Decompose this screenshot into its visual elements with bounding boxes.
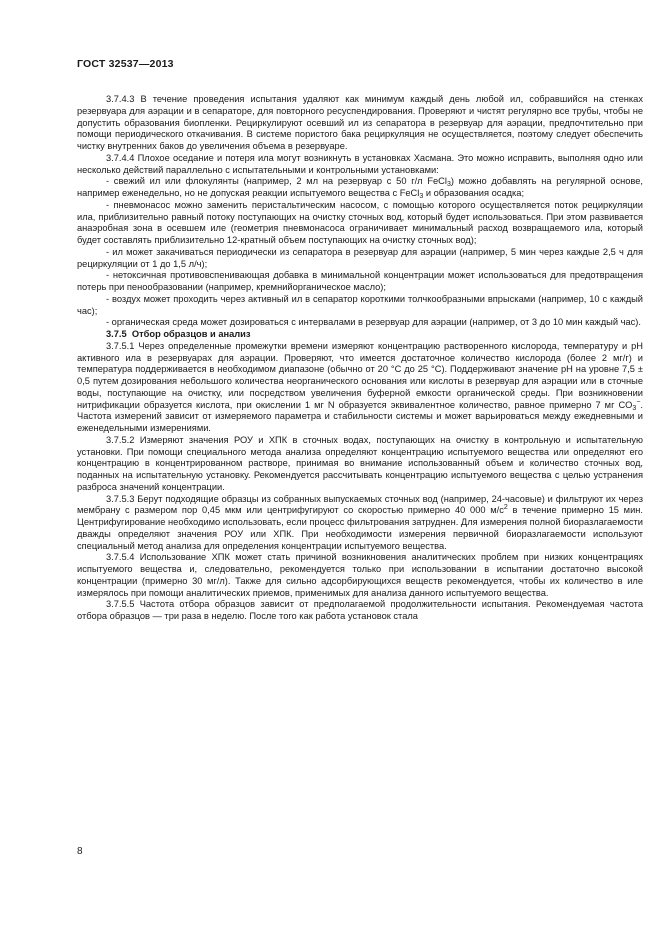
section-number: 3.7.5: [106, 329, 127, 339]
list-item-organic-dosing: - органическая среда может дозироваться с интервалами в резервуар для аэрации (например, от 3 до 10 мин каждый час).: [106, 317, 641, 328]
section-heading-3-7-5: [77, 329, 643, 341]
section-title: Отбор образцов и анализ: [131, 329, 251, 339]
text-run: в течение примерно 15 мин. Центрифугирование необходимо использовать, если процесс фильтрования затруднен. Для измерения полной биоразлагаемости дважды определяют значения РОУ или ХПК. При необходимости измерения первичной биоразлагаемости используют специальный метод анализа для определения концентрации испытуемого вещества.: [77, 505, 643, 551]
text-run: - свежий ил или флокулянты (например, 2 мл на резервуар с 50 г/л FeCl: [106, 176, 447, 187]
subscript: 3: [446, 181, 451, 189]
list-item-periodic-pumping: - ил может закачиваться периодически из сепаратора в резервуар для аэрации (например, 5 мин через каждые 2,5 ч для рециркуляции от 1 до 1,5 л/ч);: [77, 246, 643, 269]
paragraph-3-7-5-2: 3.7.5.2 Измеряют значения РОУ и ХПК в сточных водах, поступающих на очистку в контрольную и испытательную установки. При помощи специального метода анализа определяют концентрацию испытуемого вещества или определяют его концентрацию в концентрированном растворе, принимая во внимание использованный объем и количество сточных вод, поданных на испытательную установку. Рекомендуется рассчитывать концентрацию испытуемого вещества с целью устранения разброса значений концентрации.: [77, 434, 643, 492]
text-run: и образования осадка;: [423, 188, 525, 198]
paragraph-3-7-4-3: 3.7.4.3 В течение проведения испытания удаляют как минимум каждый день любой ил, собравшийся на стенках резервуара для аэрации и в сепараторе, для повторного ресуспендирования. Проверяют и чистят регулярно все трубы, чтобы не допустить образования биопленки. Рециркулируют осевший ил из сепаратора в резервуар для аэрации, предпочтительно при помощи периодического откачивания. В системе пористого бака рециркуляция не осуществляется, поэтому следует обеспечить чистку внутренних баков до увеличения объема в резервуаре.: [77, 94, 643, 151]
list-item-pump: - пневмонасос можно заменить перистальтическим насосом, с помощью которого осуществляется поток рециркуляции ила, приблизительно равный потоку поступающих на очистку сточных вод, который будет использоваться. При этом развивается анаэробная зона в осевшем иле (геометрия пневмонасоса ограничивает минимальный расход возвращаемого ила, который будет составлять приблизительно 12-кратный объем поступающих на очистку сточных вод);: [77, 199, 643, 245]
paragraph-3-7-5-4: 3.7.5.4 Использование ХПК может стать причиной возникновения аналитических проблем при низких концентрациях испытуемого вещества и, следовательно, рекомендуется только при использовании в испытании достаточно высокой концентрации (примерно 30 мг/л). Также для сильно адсорбирующихся веществ рекомендуется, чтобы их количество в иле измерялось при помощи аналитических приемов, применимых для анализа данного испытуемого вещества.: [77, 552, 643, 598]
paragraph-3-7-5-1: [77, 341, 643, 435]
text-run: 3.7.5.1 Через определенные промежутки времени измеряют концентрацию растворенного кислорода, температуру и pH активного ила в резервуарах для аэрации. Проверяют, что имеется достаточное количество кислорода (более 2 мг/г) и температура поддерживается в необходимом диапазоне (обычно от 20 °С до 25 °С). Поддерживают значение pH на уровне 7,5 ± 0,5 путем дозирования небольшого количества неорганического основания или кислоты в резервуар для аэрации или в сточные воды, поступающие на очистку, или посредством увеличения буферной емкости органической среды. При возникновении нитрификации образуется кислота, при окислении 1 мг N образуется эквивалентное количество, равное примерно 7 мг CO: [77, 340, 643, 410]
paragraph-3-7-4-4: 3.7.4.4 Плохое оседание и потеря ила могут возникнуть в установках Хасмана. Это можно исправить, выполняя одно или несколько действий параллельно с испытательными и контрольными установками:: [77, 152, 643, 175]
document-header: ГОСТ 32537—2013: [77, 58, 174, 70]
paragraph-3-7-5-5: 3.7.5.5 Частота отбора образцов зависит от предполагаемой продолжительности испытания. Рекомендуемая частота отбора образцов — три раза в неделю. После того как работа установок стала: [77, 599, 643, 621]
subscript: 3: [632, 404, 637, 412]
paragraph-3-7-5-3: [77, 494, 643, 553]
list-item-antifoam: - нетоксичная противовспенивающая добавка в минимальной концентрации может использоваться для предотвращения потерь при пенообразовании (например, кремнийорганическое масло);: [77, 270, 643, 292]
superscript: −: [636, 398, 641, 406]
superscript: 2: [503, 504, 508, 512]
text-run: . Частота измерений зависит от измеряемого параметра и стабильности системы и может варьироваться между ежедневными и еженедельными измерениями.: [77, 399, 643, 433]
list-item-air-pulses: - воздух может проходить через активный ил в сепаратор короткими толчкообразными впрысками (например, 10 с каждый час);: [77, 293, 643, 316]
subscript: 3: [419, 193, 424, 200]
text-run: ) можно добавлять на регулярной основе, например еженедельно, но не допуская реакции испытуемого вещества с FeCl: [77, 176, 643, 198]
text-run: 3.7.5.3 Берут подходящие образцы из собранных выпускаемых сточных вод (например, 24-часовые) и фильтруют их через мембрану с размером пор 0,45 мкм или центрифугируют со скоростью примерно 40 000 м/с: [77, 493, 643, 516]
page-number: 8: [77, 846, 83, 857]
list-item-fresh-sludge: [77, 176, 643, 200]
document-body: [77, 94, 643, 623]
